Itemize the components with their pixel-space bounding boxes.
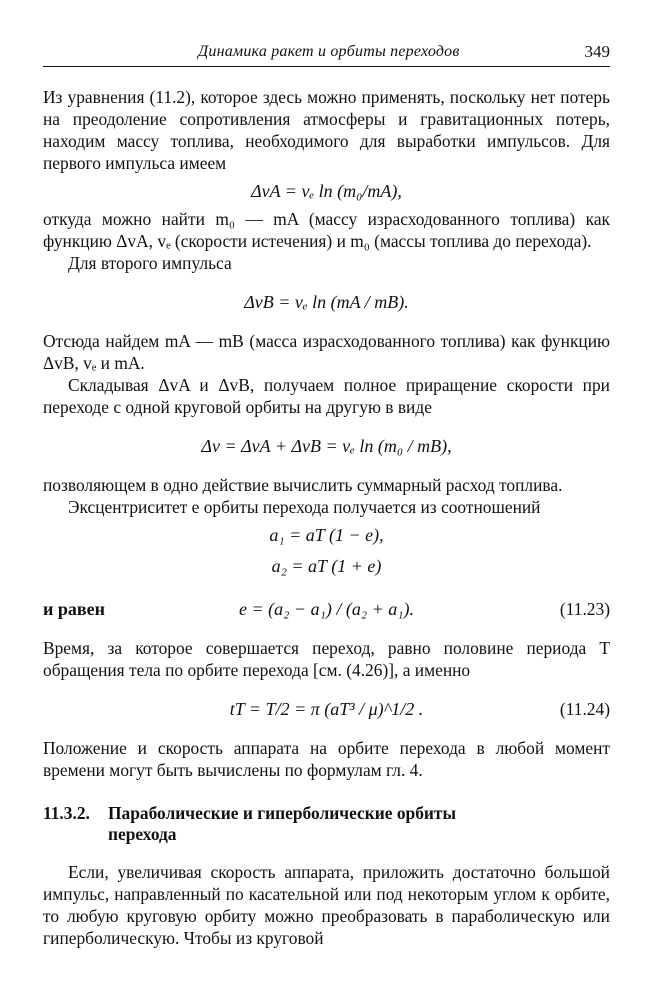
section-number: 11.3.2.: [43, 803, 90, 823]
section-title-line-2: перехода: [108, 824, 177, 844]
equation-number-11-24: (11.24): [559, 699, 610, 719]
page-number: 349: [584, 42, 610, 61]
paragraph-5: Складывая ΔvA и ΔvB, получаем полное приращение скорости при переходе с одной круговой орбиты на другую в виде: [43, 375, 610, 417]
equation-number-11-23: (11.23): [559, 599, 610, 619]
equation-a2: a₂ = aT (1 + e): [271, 556, 382, 576]
equation-eccentricity-body: e = (a₂ − a₁) / (a₂ + a₁).: [239, 599, 414, 619]
equation-transfer-time-body: tT = T/2 = π (aT³ / μ)^1/2 .: [229, 699, 424, 719]
paragraph-7: Эксцентриситет e орбиты перехода получается из соотношений: [68, 497, 541, 517]
section-heading: [43, 803, 610, 845]
equation-eccentricity: [43, 583, 610, 635]
equation-delta-v-a: ΔvA = vₑ ln (m₀/mA),: [251, 181, 402, 201]
equation-transfer-time: [43, 683, 610, 735]
paragraph-1: Из уравнения (11.2), которое здесь можно применять, поскольку нет потерь на преодоление сопротивления атмосферы и гравитационных потерь, находим массу топлива, необходимого для выработки импульсов. Для первого импульса имеем: [43, 87, 610, 173]
page-body: [43, 86, 610, 949]
connector-text: и равен: [43, 599, 105, 619]
equation-delta-v-b: ΔvB = vₑ ln (mA / mB).: [244, 292, 409, 312]
paragraph-3: Для второго импульса: [68, 253, 232, 273]
paragraph-9: Положение и скорость аппарата на орбите перехода в любой момент времени могут быть вычислены по формулам гл. 4.: [43, 738, 610, 780]
equation-total-delta-v: Δv = ΔvA + ΔvB = vₑ ln (m₀ / mB),: [201, 436, 452, 456]
running-title: Динамика ракет и орбиты переходов: [198, 43, 460, 60]
paragraph-4: Отсюда найдем mA — mB (масса израсходованного топлива) как функцию ΔvB, vₑ и mA.: [43, 331, 610, 373]
book-page: [43, 0, 610, 1000]
equation-a1: a₁ = aT (1 − e),: [269, 525, 384, 545]
page-header: [43, 40, 610, 67]
paragraph-8: Время, за которое совершается переход, равно половине периода T обращения тела по орбите перехода [см. (4.26)], а именно: [43, 638, 610, 680]
section-title-line-1: Параболические и гиперболические орбиты: [108, 803, 457, 823]
paragraph-2: откуда можно найти m₀ — mA (массу израсходованного топлива) как функцию ΔvA, vₑ (скорости истечения) и m₀ (массы топлива до перехода).: [43, 209, 610, 251]
paragraph-10: Если, увеличивая скорость аппарата, приложить достаточно большой импульс, направленный по касательной или под некоторым углом к орбите, то любую круговую орбиту можно преобразовать в параболическую или гиперболическую. Чтобы из круговой: [43, 862, 610, 948]
paragraph-6: позволяющем в одно действие вычислить суммарный расход топлива.: [43, 475, 563, 495]
